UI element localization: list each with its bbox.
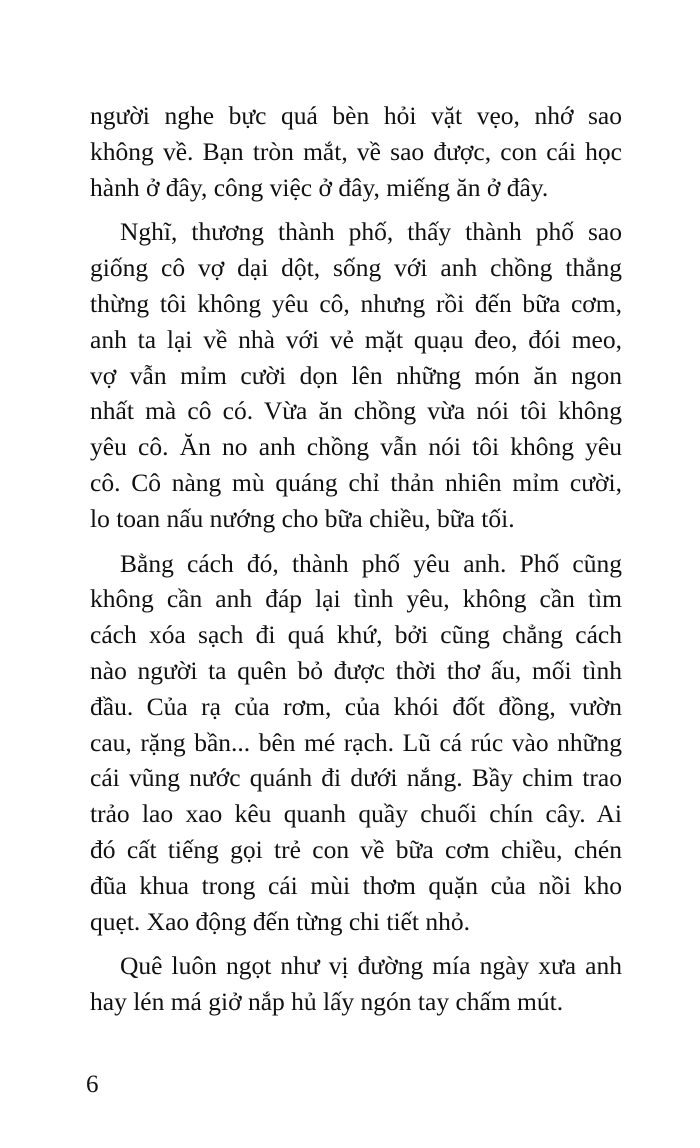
text-line: vợ vẫn mỉm cười dọn lên những món ăn ngon (90, 360, 622, 390)
text-line: quẹt. Xao động đến từng chi tiết nhỏ. (90, 906, 470, 936)
text-line: lo toan nấu nướng cho bữa chiều, bữa tối. (90, 503, 515, 533)
text-line: hay lén má giở nắp hủ lấy ngón tay chấm mút. (90, 987, 564, 1017)
page-number: 6 (86, 1071, 99, 1098)
paragraph-4 (90, 948, 622, 1020)
paragraph-3 (90, 546, 622, 940)
text-line: nhất mà cô có. Vừa ăn chồng vừa nói tôi không (90, 396, 622, 426)
text-line: cau, rặng bần... bên mé rạch. Lũ cá rúc vào những (90, 727, 622, 757)
text-line: Bằng cách đó, thành phố yêu anh. Phố cũng (120, 548, 622, 578)
text-line: yêu cô. Ăn no anh chồng vẫn nói tôi không yêu (90, 432, 622, 462)
text-line: nào người ta quên bỏ được thời thơ ấu, mối tình (90, 655, 622, 685)
paragraph-2 (90, 214, 622, 536)
text-line: đó cất tiếng gọi trẻ con về bữa cơm chiều, chén (90, 834, 622, 864)
text-line: Nghĩ, thương thành phố, thấy thành phố sao (120, 217, 622, 247)
text-line: đũa khua trong cái mùi thơm quặn của nồi kho (90, 870, 622, 900)
text-line: cô. Cô nàng mù quáng chỉ thản nhiên mỉm cười, (90, 467, 622, 497)
text-line: thừng tôi không yêu cô, nhưng rồi đến bữa cơm, (90, 288, 622, 318)
text-line: không cần anh đáp lại tình yêu, không cần tìm (90, 584, 622, 614)
text-line: giống cô vợ dại dột, sống với anh chồng thẳng (90, 253, 622, 283)
text-line: hành ở đây, công việc ở đây, miếng ăn ở đây. (90, 172, 549, 202)
text-line: đầu. Của rạ của rơm, của khói đốt đồng, vườn (90, 691, 622, 721)
body-text (90, 98, 622, 1029)
text-line: trảo lao xao kêu quanh quầy chuối chín cây. Ai (90, 799, 622, 829)
text-line: cái vũng nước quánh đi dưới nắng. Bầy chim trao (90, 763, 622, 793)
text-line: Quê luôn ngọt như vị đường mía ngày xưa anh (120, 951, 622, 981)
paragraph-1 (90, 98, 622, 205)
text-line: cách xóa sạch đi quá khứ, bởi cũng chẳng cách (90, 620, 622, 650)
text-line: người nghe bực quá bèn hỏi vặt vẹo, nhớ sao (90, 101, 622, 130)
text-line: anh ta lại về nhà với vẻ mặt quạu đeo, đói meo, (90, 324, 622, 354)
text-line: không về. Bạn tròn mắt, về sao được, con cái học (90, 136, 622, 166)
